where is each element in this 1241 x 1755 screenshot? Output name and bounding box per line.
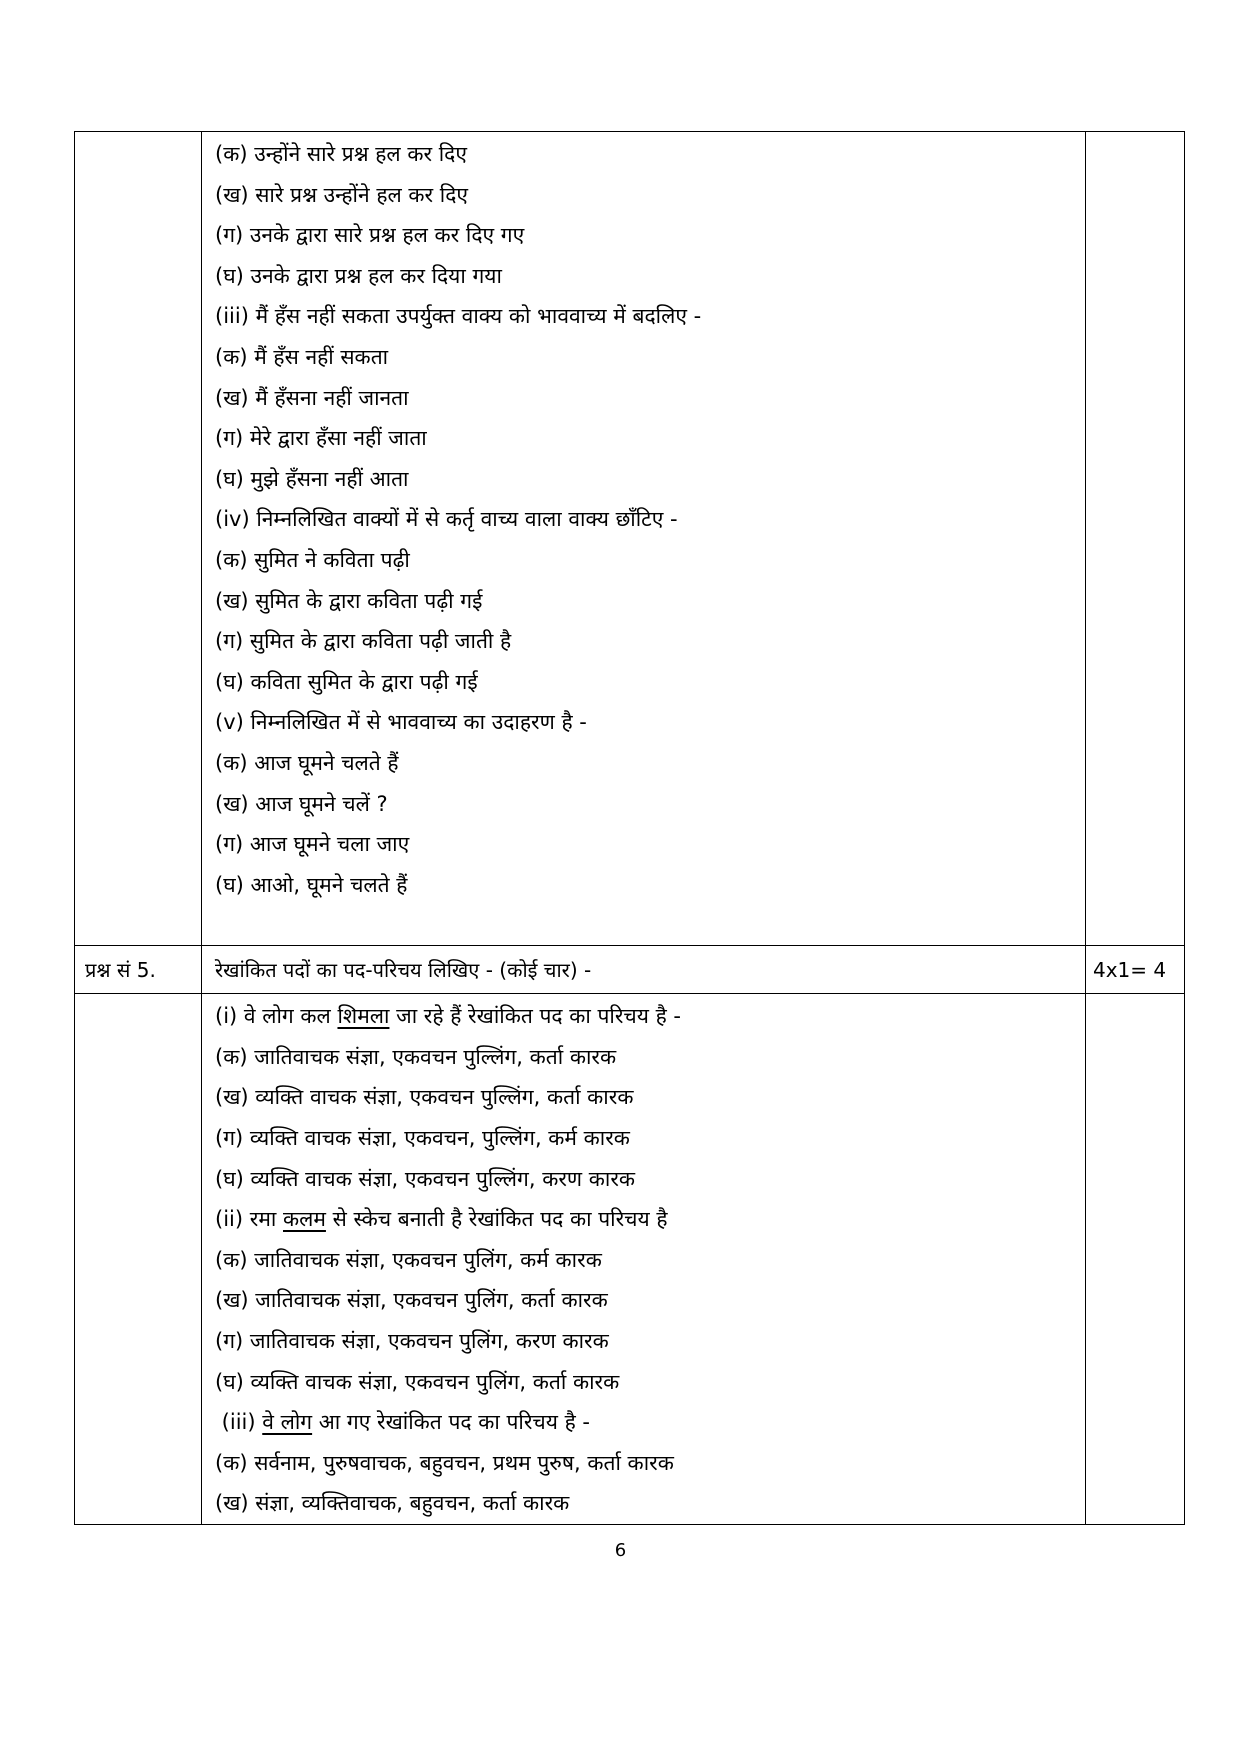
question-number: प्रश्न सं 5. (75, 946, 202, 994)
option-line: (ख) संज्ञा, व्यक्तिवाचक, बहुवचन, कर्ता कारक (215, 1491, 570, 1516)
option-line: (ग) सुमित के द्वारा कविता पढ़ी जाती है (215, 629, 512, 654)
underlined-word: शिमला (337, 1004, 390, 1029)
option-line: (घ) उनके द्वारा प्रश्न हल कर दिया गया (215, 263, 502, 288)
marks-cell-empty (1086, 132, 1185, 946)
question-marks: 4x1= 4 (1086, 946, 1185, 994)
question-line: (iv) निम्नलिखित वाक्यों में से कर्तृ वाच्य वाला वाक्य छाँटिए - (215, 507, 678, 532)
table-row-question-5-header (75, 946, 1185, 994)
option-line: (ख) व्यक्ति वाचक संज्ञा, एकवचन पुल्लिंग, कर्ता कारक (215, 1085, 634, 1110)
sub-question-2: (ii) रमा कलम से स्केच बनाती है रेखांकित पद का परिचय है (215, 1207, 668, 1232)
option-line: (क) उन्होंने सारे प्रश्न हल कर दिए (215, 142, 467, 166)
table-row-question-5-body (75, 994, 1185, 1525)
table-row-vachya-options (75, 132, 1185, 946)
option-line: (ख) सुमित के द्वारा कविता पढ़ी गई (215, 588, 483, 613)
question-line: (iii) मैं हँस नहीं सकता उपर्युक्त वाक्य को भाववाच्य में बदलिए - (215, 304, 702, 329)
option-line: (ग) व्यक्ति वाचक संज्ञा, एकवचन, पुल्लिंग, कर्म कारक (215, 1126, 630, 1151)
option-line: (ग) जातिवाचक संज्ञा, एकवचन पुलिंग, करण कारक (215, 1329, 609, 1354)
page-number: 6 (614, 1540, 627, 1561)
option-line: (क) मैं हँस नहीं सकता (215, 344, 389, 369)
option-line: (क) जातिवाचक संज्ञा, एकवचन पुलिंग, कर्म कारक (215, 1247, 602, 1272)
option-line: (क) जातिवाचक संज्ञा, एकवचन पुल्लिंग, कर्ता कारक (215, 1044, 617, 1069)
question-line: (v) निम्नलिखित में से भाववाच्य का उदाहरण है - (215, 710, 587, 735)
option-line: (ख) आज घूमने चलें ? (215, 791, 388, 816)
underlined-word: वे लोग (262, 1410, 313, 1435)
label-cell-empty (75, 994, 202, 1525)
option-line: (ख) जातिवाचक संज्ञा, एकवचन पुलिंग, कर्ता कारक (215, 1288, 608, 1313)
option-line: (ग) मेरे द्वारा हँसा नहीं जाता (215, 426, 427, 451)
option-line: (ख) मैं हँसना नहीं जानता (215, 385, 409, 410)
question-table (74, 131, 1185, 1525)
option-line: (क) आज घूमने चलते हैं (215, 750, 399, 775)
option-line: (ख) सारे प्रश्न उन्होंने हल कर दिए (215, 182, 468, 207)
option-line: (क) सुमित ने कविता पढ़ी (215, 547, 410, 572)
option-line: (घ) व्यक्ति वाचक संज्ञा, एकवचन पुलिंग, कर्ता कारक (215, 1369, 620, 1394)
marks-cell-empty (1086, 994, 1185, 1525)
content-cell (202, 132, 1086, 946)
option-line: (घ) मुझे हँसना नहीं आता (215, 466, 409, 491)
option-line: (घ) आओ, घूमने चलते हैं (215, 872, 408, 897)
question-title: रेखांकित पदों का पद-परिचय लिखिए - (कोई चार) - (202, 946, 1086, 994)
label-cell-empty (75, 132, 202, 946)
option-line: (घ) कविता सुमित के द्वारा पढ़ी गई (215, 669, 478, 694)
sub-question-3: (iii) वे लोग आ गए रेखांकित पद का परिचय है - (215, 1410, 590, 1435)
option-line: (ग) आज घूमने चला जाए (215, 832, 410, 857)
option-line: (क) सर्वनाम, पुरुषवाचक, बहुवचन, प्रथम पुरुष, कर्ता कारक (215, 1450, 674, 1475)
option-line: (ग) उनके द्वारा सारे प्रश्न हल कर दिए गए (215, 223, 525, 248)
underlined-word: कलम (283, 1207, 326, 1232)
option-line: (घ) व्यक्ति वाचक संज्ञा, एकवचन पुल्लिंग, करण कारक (215, 1166, 636, 1191)
sub-question-1: (i) वे लोग कल शिमला जा रहे हैं रेखांकित पद का परिचय है - (215, 1004, 682, 1029)
content-cell (202, 994, 1086, 1525)
